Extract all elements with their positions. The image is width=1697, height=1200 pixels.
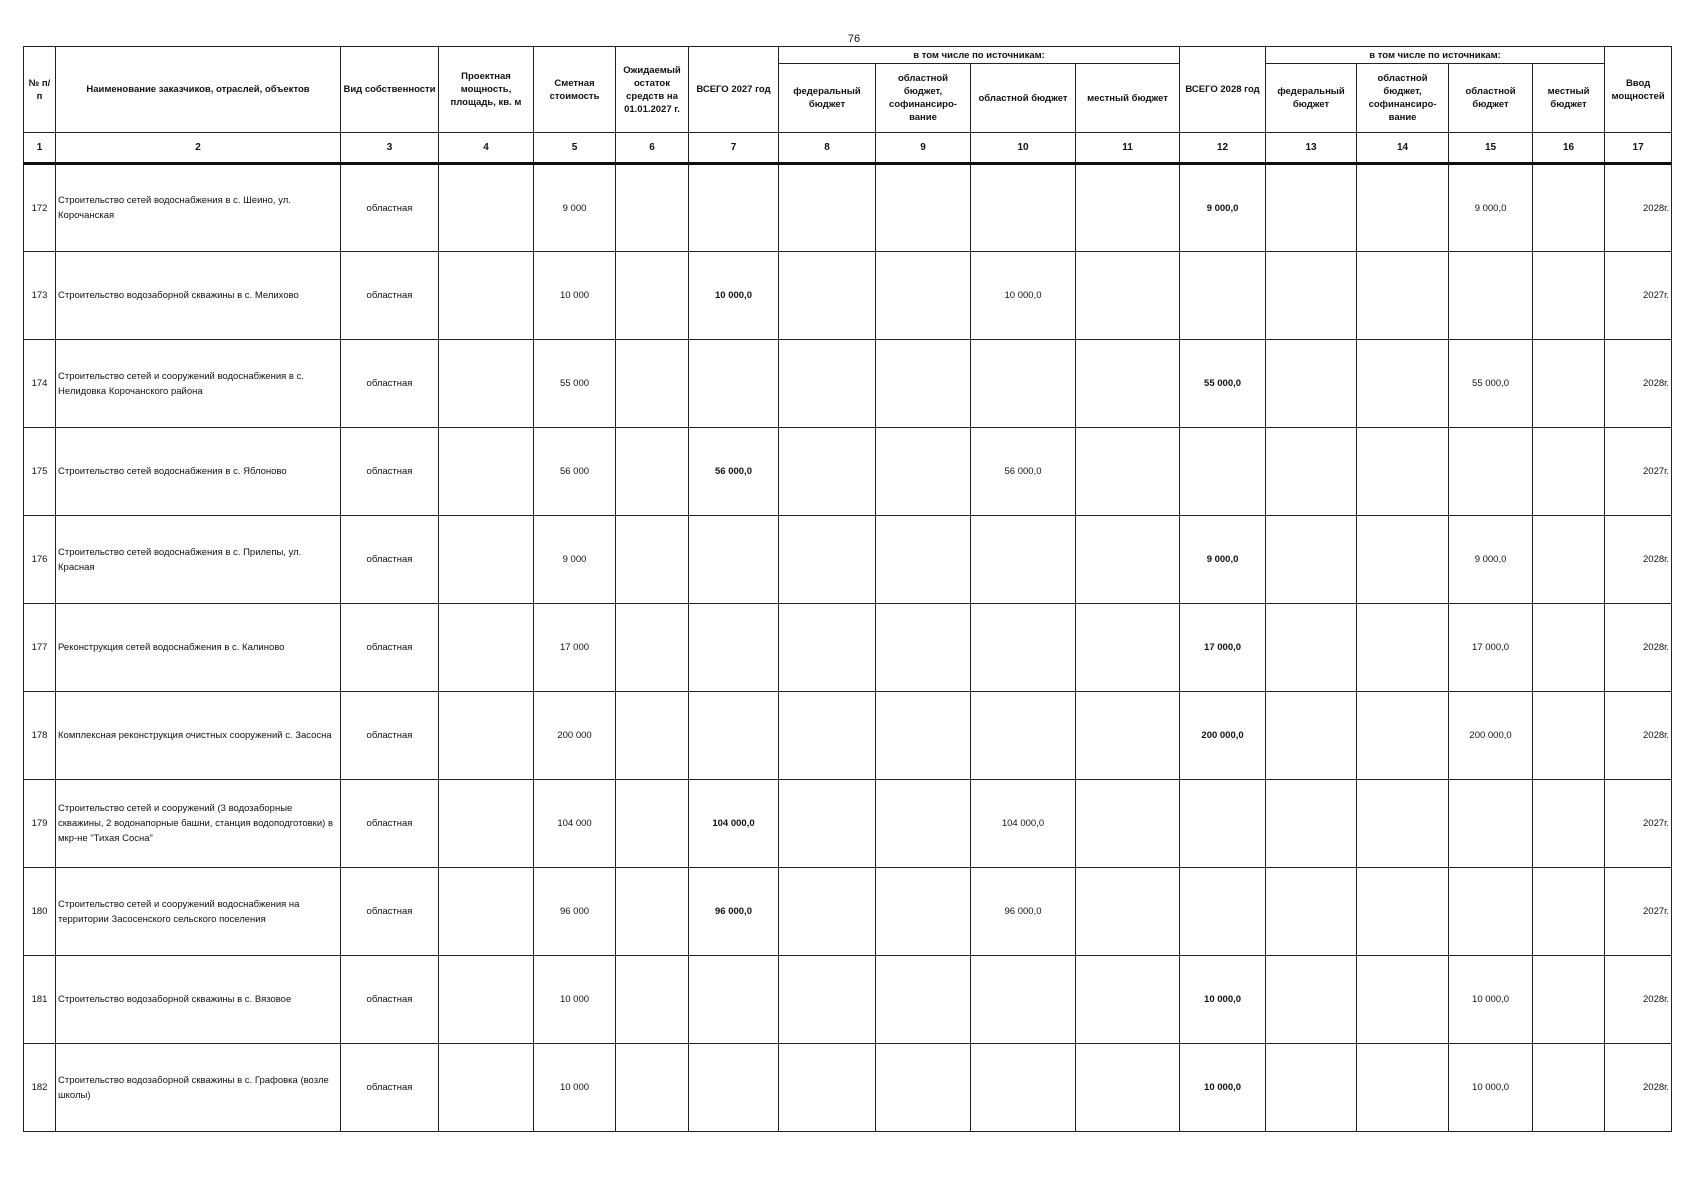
regional-2028-cell: 17 000,0	[1449, 604, 1533, 692]
table-body	[24, 164, 1672, 1132]
column-number: 8	[779, 133, 876, 164]
total-2027-cell	[689, 340, 779, 428]
cofinancing-2027-cell	[876, 1044, 971, 1132]
column-number: 15	[1449, 133, 1533, 164]
commissioning-year-cell: 2028г.	[1605, 340, 1672, 428]
ownership-cell: областная	[341, 516, 439, 604]
ownership-cell: областная	[341, 692, 439, 780]
total-2028-cell: 10 000,0	[1180, 956, 1266, 1044]
federal-2028-cell	[1266, 604, 1357, 692]
commissioning-year-cell: 2027г.	[1605, 868, 1672, 956]
column-number: 9	[876, 133, 971, 164]
column-number: 3	[341, 133, 439, 164]
total-2027-cell: 96 000,0	[689, 868, 779, 956]
ownership-cell: областная	[341, 428, 439, 516]
column-number: 7	[689, 133, 779, 164]
cofinancing-2027-cell	[876, 868, 971, 956]
federal-2028-cell	[1266, 428, 1357, 516]
remaining-funds-cell	[616, 868, 689, 956]
cofinancing-2028-cell	[1357, 340, 1449, 428]
regional-2028-cell	[1449, 868, 1533, 956]
object-name-cell: Строительство водозаборной скважины в с. Вязовое	[56, 956, 341, 1044]
local-2028-cell	[1533, 516, 1605, 604]
commissioning-year-cell: 2027г.	[1605, 428, 1672, 516]
local-2027-cell	[1076, 516, 1180, 604]
federal-2027-cell	[779, 252, 876, 340]
column-number: 11	[1076, 133, 1180, 164]
ownership-cell: областная	[341, 340, 439, 428]
total-2027-cell	[689, 692, 779, 780]
total-2027-cell	[689, 1044, 779, 1132]
table-row	[24, 252, 1672, 340]
regional-2028-cell	[1449, 428, 1533, 516]
commissioning-year-cell: 2028г.	[1605, 1044, 1672, 1132]
total-2027-cell	[689, 164, 779, 252]
ownership-cell: областная	[341, 1044, 439, 1132]
local-2028-cell	[1533, 956, 1605, 1044]
total-2028-cell	[1180, 780, 1266, 868]
table-row	[24, 428, 1672, 516]
commissioning-year-cell: 2028г.	[1605, 692, 1672, 780]
cofinancing-2028-cell	[1357, 604, 1449, 692]
local-2028-cell	[1533, 692, 1605, 780]
column-number: 6	[616, 133, 689, 164]
estimated-cost-cell: 10 000	[534, 252, 616, 340]
table-row	[24, 956, 1672, 1044]
total-2027-cell: 104 000,0	[689, 780, 779, 868]
remaining-funds-cell	[616, 428, 689, 516]
header-commission: Ввод мощностей	[1605, 47, 1672, 133]
header-federal-2027: федеральный бюджет	[779, 64, 876, 133]
federal-2027-cell	[779, 516, 876, 604]
estimated-cost-cell: 56 000	[534, 428, 616, 516]
header-no: № п/п	[24, 47, 56, 133]
header-capacity: Проектная мощность, площадь, кв. м	[439, 47, 534, 133]
capacity-cell	[439, 692, 534, 780]
local-2028-cell	[1533, 868, 1605, 956]
header-total-2028: ВСЕГО 2028 год	[1180, 47, 1266, 133]
regional-2028-cell: 10 000,0	[1449, 1044, 1533, 1132]
row-number-cell: 182	[24, 1044, 56, 1132]
cofinancing-2028-cell	[1357, 428, 1449, 516]
federal-2028-cell	[1266, 1044, 1357, 1132]
federal-2027-cell	[779, 340, 876, 428]
remaining-funds-cell	[616, 252, 689, 340]
object-name-cell: Строительство сетей и сооружений (3 водозаборные скважины, 2 водонапорные башни, станция водоподготовки) в мкр-не "Тихая Сосна"	[56, 780, 341, 868]
object-name-cell: Строительство сетей водоснабжения в с. Яблоново	[56, 428, 341, 516]
header-group-2028: в том числе по источникам:	[1266, 47, 1605, 64]
object-name-cell: Строительство водозаборной скважины в с. Графовка (возле школы)	[56, 1044, 341, 1132]
remaining-funds-cell	[616, 956, 689, 1044]
row-number-cell: 176	[24, 516, 56, 604]
row-number-cell: 179	[24, 780, 56, 868]
cofinancing-2027-cell	[876, 692, 971, 780]
header-regional-2027: областной бюджет	[971, 64, 1076, 133]
regional-2027-cell	[971, 956, 1076, 1044]
regional-2028-cell: 9 000,0	[1449, 164, 1533, 252]
table-row	[24, 868, 1672, 956]
commissioning-year-cell: 2027г.	[1605, 780, 1672, 868]
local-2028-cell	[1533, 780, 1605, 868]
header-total-2027: ВСЕГО 2027 год	[689, 47, 779, 133]
federal-2028-cell	[1266, 692, 1357, 780]
header-local-2027: местный бюджет	[1076, 64, 1180, 133]
local-2028-cell	[1533, 164, 1605, 252]
page-number: 76	[847, 33, 861, 45]
federal-2027-cell	[779, 604, 876, 692]
cofinancing-2027-cell	[876, 780, 971, 868]
regional-2027-cell	[971, 164, 1076, 252]
local-2028-cell	[1533, 428, 1605, 516]
local-2027-cell	[1076, 252, 1180, 340]
cofinancing-2027-cell	[876, 340, 971, 428]
capacity-cell	[439, 516, 534, 604]
federal-2027-cell	[779, 780, 876, 868]
remaining-funds-cell	[616, 516, 689, 604]
regional-2027-cell	[971, 1044, 1076, 1132]
table-row	[24, 692, 1672, 780]
table-row	[24, 780, 1672, 868]
object-name-cell: Строительство сетей водоснабжения в с. Прилепы, ул. Красная	[56, 516, 341, 604]
row-number-cell: 181	[24, 956, 56, 1044]
column-number: 4	[439, 133, 534, 164]
local-2027-cell	[1076, 604, 1180, 692]
row-number-cell: 173	[24, 252, 56, 340]
local-2027-cell	[1076, 1044, 1180, 1132]
cofinancing-2027-cell	[876, 428, 971, 516]
row-number-cell: 172	[24, 164, 56, 252]
cofinancing-2027-cell	[876, 252, 971, 340]
column-number: 14	[1357, 133, 1449, 164]
local-2027-cell	[1076, 340, 1180, 428]
header-remaining: Ожидаемый остаток средств на 01.01.2027 г.	[616, 47, 689, 133]
regional-2027-cell: 10 000,0	[971, 252, 1076, 340]
total-2028-cell	[1180, 428, 1266, 516]
total-2027-cell	[689, 516, 779, 604]
estimated-cost-cell: 9 000	[534, 164, 616, 252]
local-2027-cell	[1076, 164, 1180, 252]
object-name-cell: Реконструкция сетей водоснабжения в с. Калиново	[56, 604, 341, 692]
header-name: Наименование заказчиков, отраслей, объектов	[56, 47, 341, 133]
table-row	[24, 164, 1672, 252]
header-regional-2028: областной бюджет	[1449, 64, 1533, 133]
regional-2027-cell	[971, 692, 1076, 780]
regional-2028-cell	[1449, 252, 1533, 340]
column-number: 17	[1605, 133, 1672, 164]
capacity-cell	[439, 868, 534, 956]
ownership-cell: областная	[341, 780, 439, 868]
federal-2028-cell	[1266, 164, 1357, 252]
remaining-funds-cell	[616, 780, 689, 868]
header-cost: Сметная стоимость	[534, 47, 616, 133]
local-2028-cell	[1533, 604, 1605, 692]
estimated-cost-cell: 9 000	[534, 516, 616, 604]
header-cofin-2027: областной бюджет, софинансиро-вание	[876, 64, 971, 133]
regional-2027-cell: 104 000,0	[971, 780, 1076, 868]
investment-table	[23, 46, 1672, 1132]
column-number: 2	[56, 133, 341, 164]
column-numbers-row	[24, 133, 1672, 164]
cofinancing-2028-cell	[1357, 956, 1449, 1044]
total-2028-cell: 55 000,0	[1180, 340, 1266, 428]
estimated-cost-cell: 96 000	[534, 868, 616, 956]
commissioning-year-cell: 2028г.	[1605, 516, 1672, 604]
regional-2028-cell: 10 000,0	[1449, 956, 1533, 1044]
estimated-cost-cell: 200 000	[534, 692, 616, 780]
commissioning-year-cell: 2028г.	[1605, 164, 1672, 252]
estimated-cost-cell: 104 000	[534, 780, 616, 868]
estimated-cost-cell: 55 000	[534, 340, 616, 428]
local-2027-cell	[1076, 428, 1180, 516]
object-name-cell: Комплексная реконструкция очистных сооружений с. Засосна	[56, 692, 341, 780]
federal-2027-cell	[779, 164, 876, 252]
total-2027-cell: 56 000,0	[689, 428, 779, 516]
object-name-cell: Строительство сетей и сооружений водоснабжения в с. Нелидовка Корочанского района	[56, 340, 341, 428]
cofinancing-2027-cell	[876, 516, 971, 604]
local-2027-cell	[1076, 868, 1180, 956]
object-name-cell: Строительство сетей и сооружений водоснабжения на территории Засосенского сельского поселения	[56, 868, 341, 956]
row-number-cell: 180	[24, 868, 56, 956]
row-number-cell: 175	[24, 428, 56, 516]
cofinancing-2028-cell	[1357, 868, 1449, 956]
regional-2028-cell: 9 000,0	[1449, 516, 1533, 604]
ownership-cell: областная	[341, 252, 439, 340]
cofinancing-2028-cell	[1357, 164, 1449, 252]
local-2027-cell	[1076, 956, 1180, 1044]
local-2028-cell	[1533, 1044, 1605, 1132]
total-2028-cell: 9 000,0	[1180, 516, 1266, 604]
ownership-cell: областная	[341, 164, 439, 252]
total-2028-cell: 200 000,0	[1180, 692, 1266, 780]
local-2028-cell	[1533, 340, 1605, 428]
estimated-cost-cell: 10 000	[534, 956, 616, 1044]
column-number: 1	[24, 133, 56, 164]
local-2028-cell	[1533, 252, 1605, 340]
table-row	[24, 340, 1672, 428]
federal-2027-cell	[779, 868, 876, 956]
capacity-cell	[439, 340, 534, 428]
ownership-cell: областная	[341, 604, 439, 692]
local-2027-cell	[1076, 692, 1180, 780]
row-number-cell: 174	[24, 340, 56, 428]
cofinancing-2028-cell	[1357, 780, 1449, 868]
regional-2027-cell: 56 000,0	[971, 428, 1076, 516]
commissioning-year-cell: 2028г.	[1605, 604, 1672, 692]
remaining-funds-cell	[616, 692, 689, 780]
ownership-cell: областная	[341, 956, 439, 1044]
remaining-funds-cell	[616, 164, 689, 252]
column-number: 5	[534, 133, 616, 164]
cofinancing-2028-cell	[1357, 1044, 1449, 1132]
row-number-cell: 178	[24, 692, 56, 780]
federal-2028-cell	[1266, 340, 1357, 428]
header-federal-2028: федеральный бюджет	[1266, 64, 1357, 133]
total-2027-cell	[689, 604, 779, 692]
remaining-funds-cell	[616, 1044, 689, 1132]
cofinancing-2028-cell	[1357, 692, 1449, 780]
capacity-cell	[439, 164, 534, 252]
header-ownership: Вид собственности	[341, 47, 439, 133]
regional-2028-cell	[1449, 780, 1533, 868]
commissioning-year-cell: 2027г.	[1605, 252, 1672, 340]
column-number: 13	[1266, 133, 1357, 164]
total-2028-cell: 9 000,0	[1180, 164, 1266, 252]
commissioning-year-cell: 2028г.	[1605, 956, 1672, 1044]
federal-2028-cell	[1266, 956, 1357, 1044]
cofinancing-2027-cell	[876, 164, 971, 252]
capacity-cell	[439, 956, 534, 1044]
federal-2028-cell	[1266, 516, 1357, 604]
total-2028-cell: 17 000,0	[1180, 604, 1266, 692]
federal-2027-cell	[779, 692, 876, 780]
regional-2028-cell: 200 000,0	[1449, 692, 1533, 780]
capacity-cell	[439, 428, 534, 516]
table-row	[24, 516, 1672, 604]
regional-2027-cell	[971, 516, 1076, 604]
regional-2027-cell	[971, 340, 1076, 428]
ownership-cell: областная	[341, 868, 439, 956]
federal-2027-cell	[779, 428, 876, 516]
total-2027-cell	[689, 956, 779, 1044]
regional-2027-cell	[971, 604, 1076, 692]
table-row	[24, 604, 1672, 692]
federal-2028-cell	[1266, 868, 1357, 956]
row-number-cell: 177	[24, 604, 56, 692]
total-2027-cell: 10 000,0	[689, 252, 779, 340]
header-local-2028: местный бюджет	[1533, 64, 1605, 133]
total-2028-cell: 10 000,0	[1180, 1044, 1266, 1132]
header-cofin-2028: областной бюджет, софинансиро-вание	[1357, 64, 1449, 133]
cofinancing-2027-cell	[876, 604, 971, 692]
header-group-2027: в том числе по источникам:	[779, 47, 1180, 64]
total-2028-cell	[1180, 252, 1266, 340]
capacity-cell	[439, 1044, 534, 1132]
federal-2027-cell	[779, 1044, 876, 1132]
estimated-cost-cell: 17 000	[534, 604, 616, 692]
remaining-funds-cell	[616, 604, 689, 692]
estimated-cost-cell: 10 000	[534, 1044, 616, 1132]
table-row	[24, 1044, 1672, 1132]
federal-2027-cell	[779, 956, 876, 1044]
total-2028-cell	[1180, 868, 1266, 956]
cofinancing-2028-cell	[1357, 516, 1449, 604]
cofinancing-2027-cell	[876, 956, 971, 1044]
object-name-cell: Строительство сетей водоснабжения в с. Шеино, ул. Корочанская	[56, 164, 341, 252]
object-name-cell: Строительство водозаборной скважины в с. Мелихово	[56, 252, 341, 340]
regional-2027-cell: 96 000,0	[971, 868, 1076, 956]
capacity-cell	[439, 780, 534, 868]
regional-2028-cell: 55 000,0	[1449, 340, 1533, 428]
column-number: 16	[1533, 133, 1605, 164]
local-2027-cell	[1076, 780, 1180, 868]
column-number: 12	[1180, 133, 1266, 164]
capacity-cell	[439, 252, 534, 340]
federal-2028-cell	[1266, 252, 1357, 340]
capacity-cell	[439, 604, 534, 692]
column-number: 10	[971, 133, 1076, 164]
federal-2028-cell	[1266, 780, 1357, 868]
remaining-funds-cell	[616, 340, 689, 428]
cofinancing-2028-cell	[1357, 252, 1449, 340]
